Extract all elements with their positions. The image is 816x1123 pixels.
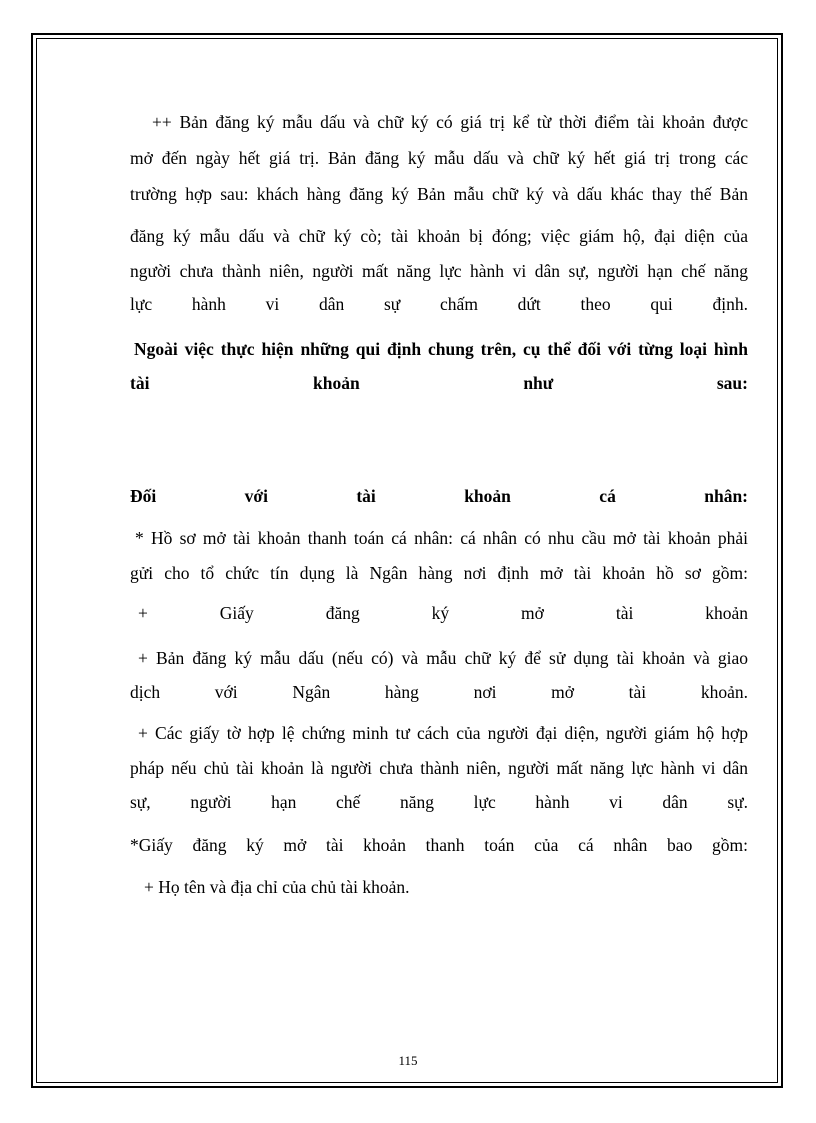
section-line: + Các giấy tờ hợp lệ chứng minh tư cách của người đại diện, người giám hộ hợp [138,723,748,743]
section-line: pháp nếu chủ tài khoản là người chưa thành niên, người mất năng lực hành vi dân [130,758,748,778]
section-line: gửi cho tổ chức tín dụng là Ngân hàng nơi định mở tài khoản hồ sơ gồm: [130,563,748,583]
paragraph-line: lực hành vi dân sự chấm dứt theo qui định. [130,294,748,314]
section-line: * Hồ sơ mở tài khoản thanh toán cá nhân: cá nhân có nhu cầu mở tài khoản phải [135,528,748,548]
paragraph-line: đăng ký mẫu dấu và chữ ký cò; tài khoản bị đóng; việc giám hộ, đại diện của [130,226,748,246]
section-line: *Giấy đăng ký mở tài khoản thanh toán của cá nhân bao gồm: [130,835,748,855]
section-line: dịch với Ngân hàng nơi mở tài khoản. [130,682,748,702]
section-line: + Bản đăng ký mẫu dấu (nếu có) và mẫu chữ ký để sử dụng tài khoản và giao [138,648,748,668]
intro-bold-line: Ngoài việc thực hiện những qui định chung trên, cụ thể đối với từng loại hình [134,339,748,359]
paragraph-line: mở đến ngày hết giá trị. Bản đăng ký mẫu dấu và chữ ký hết giá trị trong các [130,148,748,168]
section-heading: Đối với tài khoản cá nhân: [130,486,748,506]
section-line: sự, người hạn chế năng lực hành vi dân sự. [130,792,748,812]
section-line: + Họ tên và địa chỉ của chủ tài khoản. [144,877,410,897]
paragraph-line: ++ Bản đăng ký mẫu dấu và chữ ký có giá trị kể từ thời điểm tài khoản được [152,112,748,132]
page-number: 115 [398,1053,418,1068]
paragraph-line: trường hợp sau: khách hàng đăng ký Bản mẫu chữ ký và dấu khác thay thế Bản [130,184,748,204]
paragraph-line: người chưa thành niên, người mất năng lực hành vi dân sự, người hạn chế năng [130,261,748,281]
intro-bold-line: tài khoản như sau: [130,373,748,393]
section-line: + Giấy đăng ký mở tài khoản [138,603,748,623]
